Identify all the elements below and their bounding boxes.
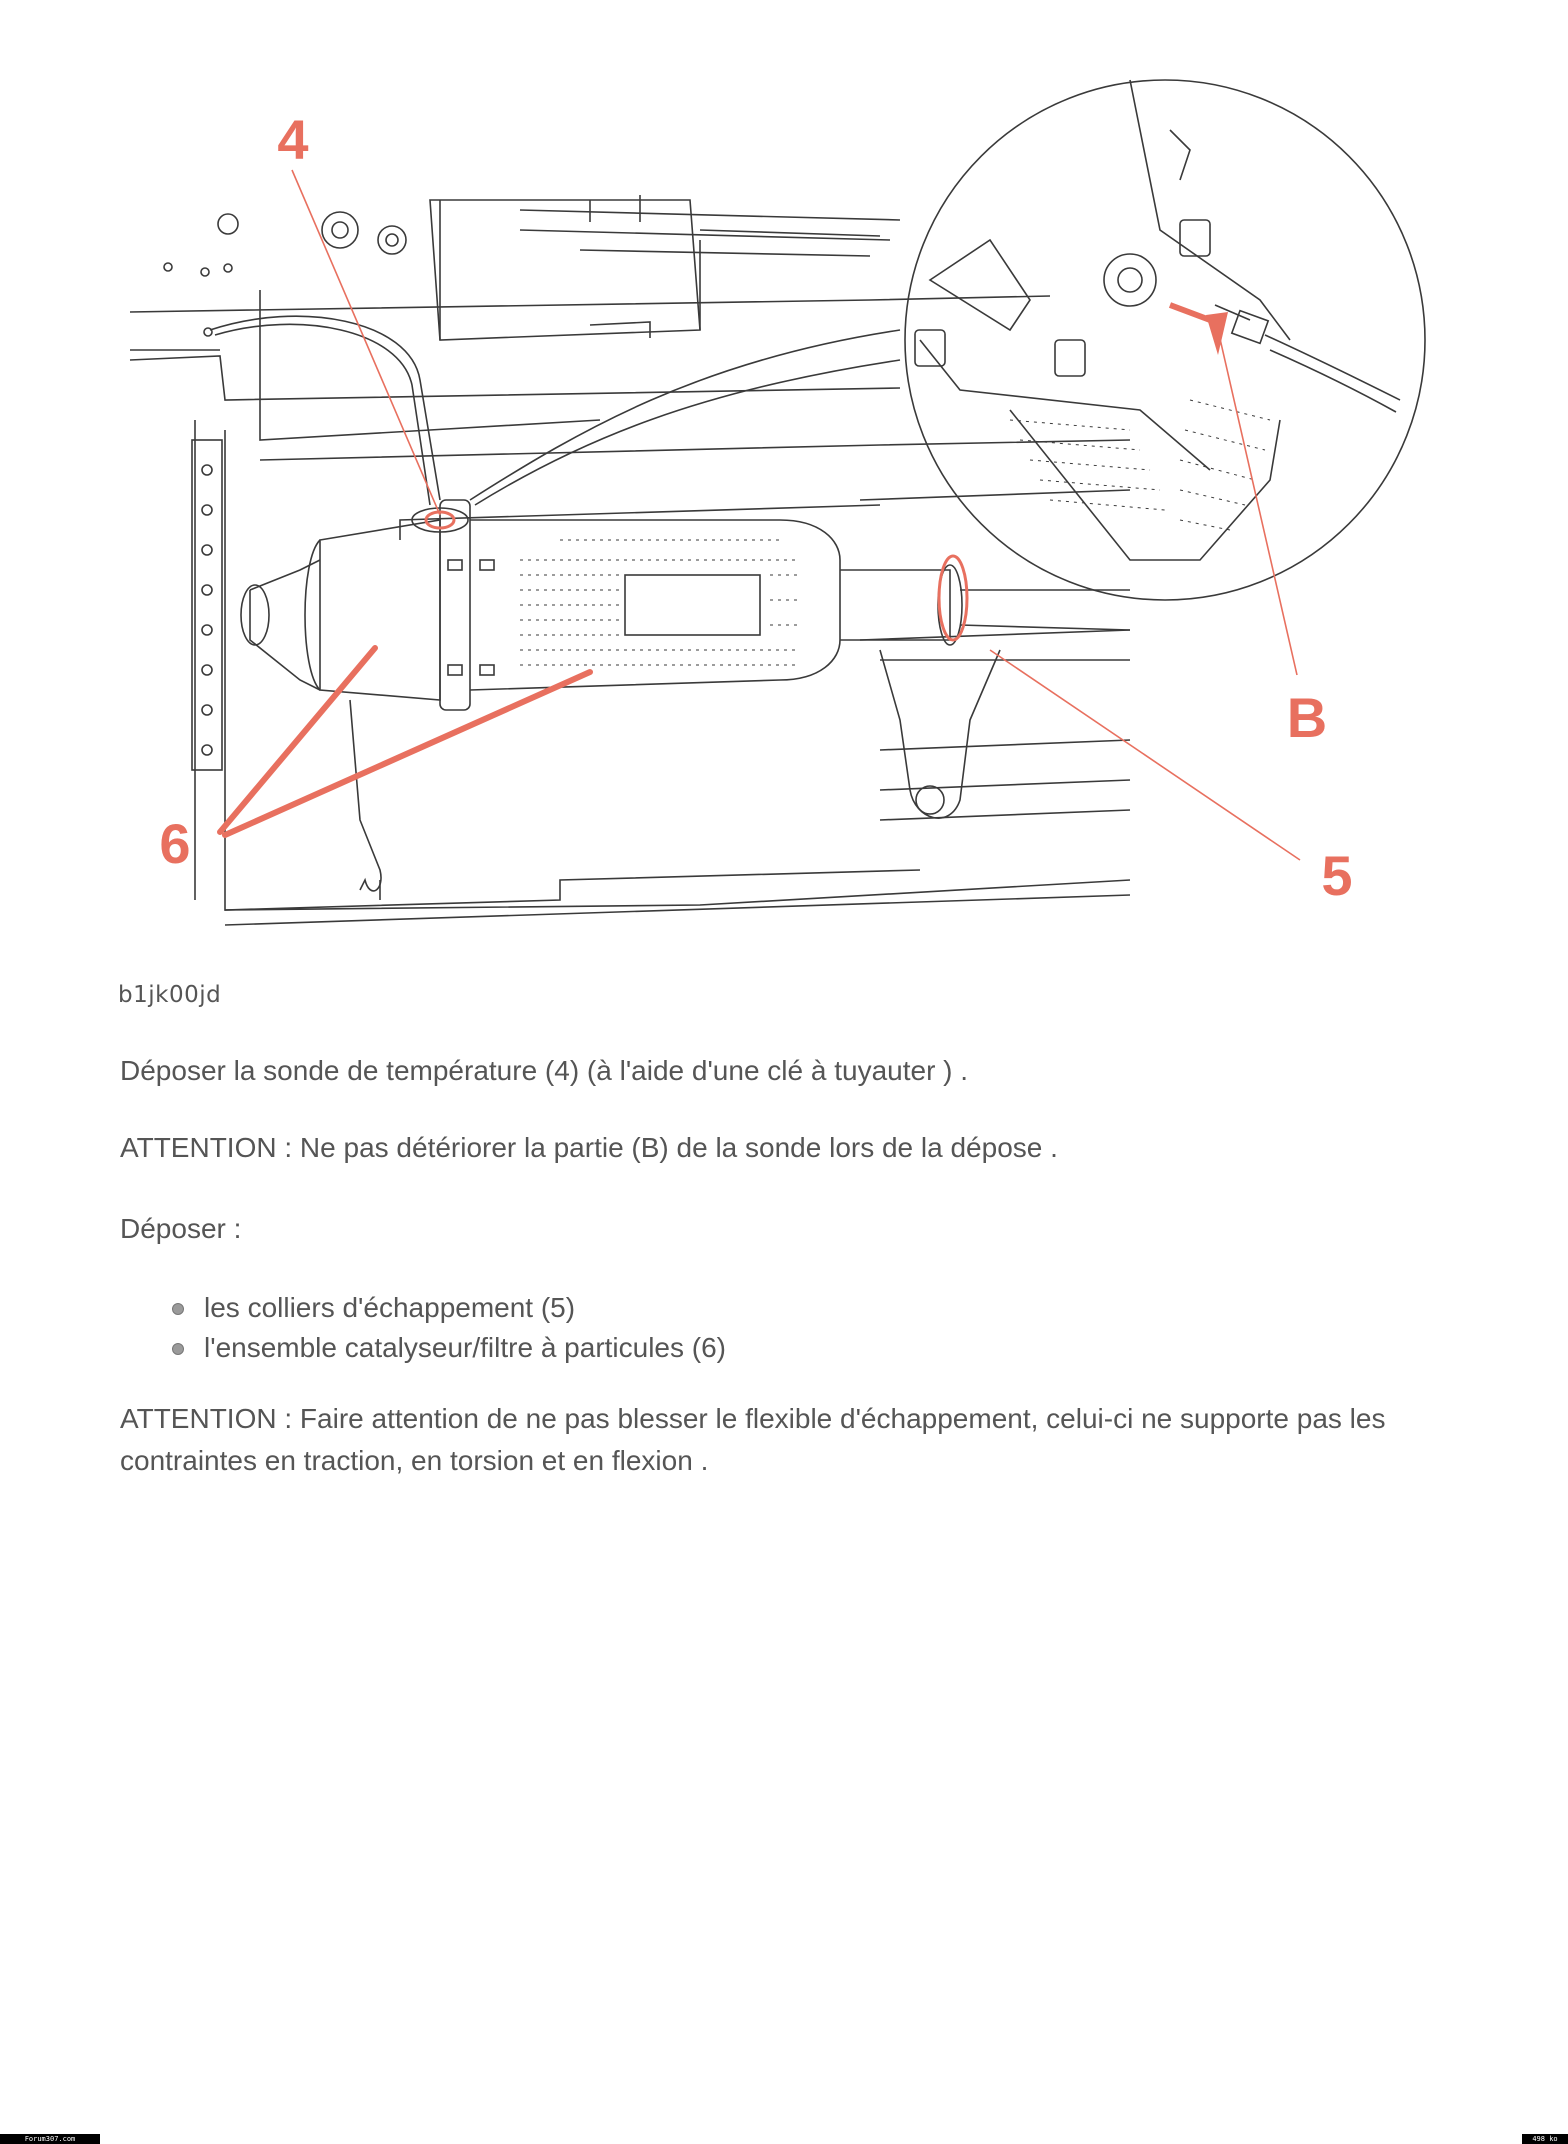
leader-lines <box>220 170 1300 860</box>
callout-b: B <box>1286 686 1328 749</box>
callout-5: 5 <box>1321 844 1353 907</box>
list-item <box>170 1288 726 1328</box>
instruction-remove-heading: Déposer : <box>120 1213 242 1244</box>
source-watermark: Forum307.com <box>0 2134 100 2144</box>
list-item-text: l'ensemble catalyseur/filtre à particules (6) <box>204 1332 727 1363</box>
callout-6: 6 <box>159 812 191 875</box>
line-art <box>130 80 1425 925</box>
list-item-text: les colliers d'échappement (5) <box>204 1292 576 1323</box>
figure-reference: b1jk00jd <box>118 982 222 1008</box>
warning-exhaust-flex: ATTENTION : Faire attention de ne pas blesser le flexible d'échappement, celui-ci ne supporte pas les contraintes en traction, en torsion et en flexion . <box>120 1403 1386 1476</box>
removal-list <box>170 1288 726 1368</box>
warning-probe-part-b: ATTENTION : Ne pas détériorer la partie (B) de la sonde lors de la dépose . <box>120 1132 1058 1163</box>
technical-illustration <box>0 0 1568 960</box>
arrowhead-b <box>1206 312 1228 355</box>
callout-4: 4 <box>277 108 309 171</box>
bullet-icon <box>172 1303 184 1315</box>
exhaust-diagram <box>0 0 1568 960</box>
bullet-icon <box>172 1343 184 1355</box>
list-item <box>170 1328 726 1368</box>
instruction-remove-probe: Déposer la sonde de température (4) (à l'aide d'une clé à tuyauter ) . <box>120 1055 969 1086</box>
file-size-label: 498 ko <box>1522 2134 1568 2144</box>
